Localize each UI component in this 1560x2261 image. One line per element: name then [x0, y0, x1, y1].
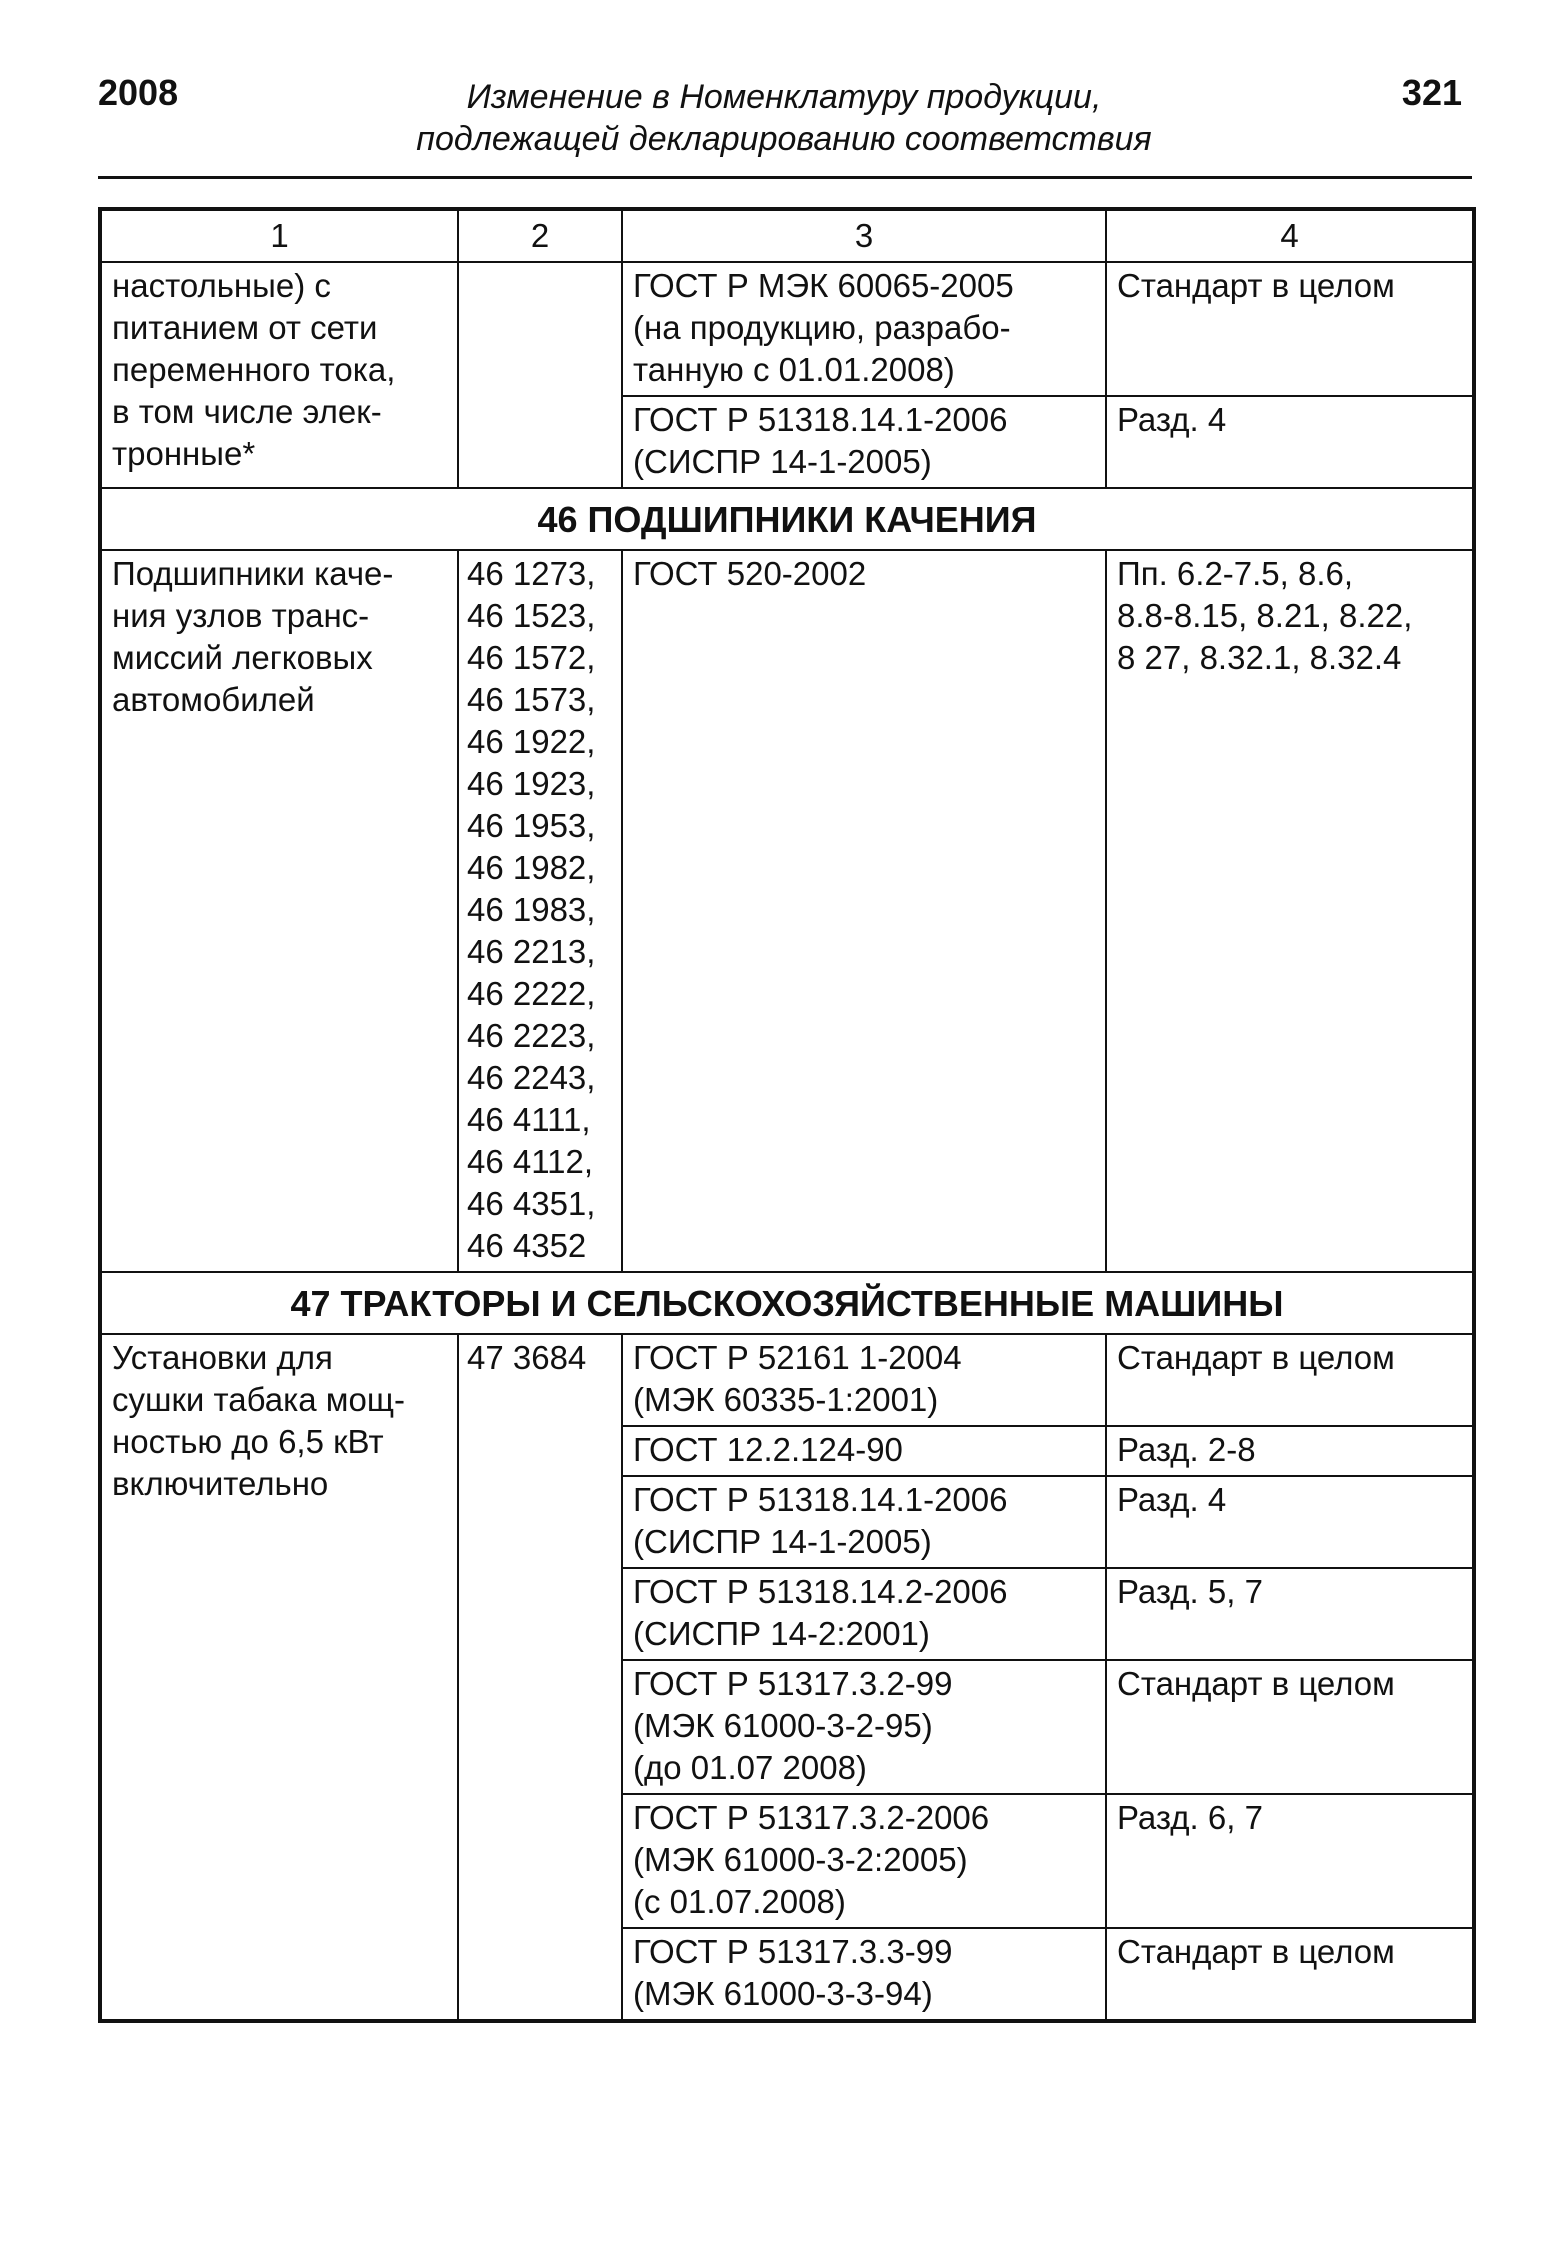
- code-line: 46 4352: [467, 1227, 587, 1264]
- clause-cell: Стандарт в целом: [1106, 1334, 1474, 1426]
- section-heading: 46 ПОДШИПНИКИ КАЧЕНИЯ: [100, 488, 1474, 550]
- standard-line: ГОСТ Р МЭК 60065-2005: [633, 267, 1014, 304]
- product-line: Подшипники каче-: [112, 555, 394, 592]
- product-cell: [100, 1334, 458, 2021]
- clause-line: 8.8-8.15, 8.21, 8.22,: [1117, 597, 1413, 634]
- standard-line: ГОСТ Р 51318.14.2-2006: [633, 1573, 1008, 1610]
- standard-line: (МЭК 61000-3-2:2005): [633, 1841, 968, 1878]
- product-line: ностью до 6,5 кВт: [112, 1423, 384, 1460]
- code-line: 46 2223,: [467, 1017, 596, 1054]
- standard-line: (МЭК 61000-3-2-95): [633, 1707, 933, 1744]
- page-header: [98, 70, 1470, 178]
- clause-cell: Разд. 4: [1106, 1476, 1474, 1568]
- standard-cell: [622, 396, 1106, 488]
- nomenclature-table: [98, 207, 1476, 2023]
- standard-line: (МЭК 60335-1:2001): [633, 1381, 939, 1418]
- page-number: 321: [1401, 72, 1462, 113]
- code-cell: 47 3684: [458, 1334, 622, 2021]
- standard-line: ГОСТ Р 51317.3.2-2006: [633, 1799, 990, 1836]
- standard-line: ГОСТ Р 51318.14.1-2006: [633, 1481, 1008, 1518]
- code-line: 46 1982,: [467, 849, 596, 886]
- standard-cell: [622, 262, 1106, 396]
- product-line: Установки для: [112, 1339, 333, 1376]
- standard-cell: [622, 1794, 1106, 1928]
- column-number: 1: [100, 209, 458, 262]
- table-row: [100, 262, 1474, 396]
- product-line: настольные) с: [112, 267, 331, 304]
- code-line: 46 2222,: [467, 975, 596, 1012]
- clause-cell: [1106, 550, 1474, 1272]
- product-line: миссий легковых: [112, 639, 373, 676]
- standard-cell: [622, 1426, 1106, 1476]
- standard-line: (МЭК 61000-3-3-94): [633, 1975, 933, 2012]
- column-number-row: [100, 209, 1474, 262]
- header-title-line: подлежащей декларированию соответствия: [416, 120, 1152, 158]
- table-row: [100, 550, 1474, 1272]
- standard-cell: [622, 1476, 1106, 1568]
- product-line: включительно: [112, 1465, 329, 1502]
- product-line: тронные*: [112, 435, 256, 472]
- code-cell: [458, 550, 622, 1272]
- product-line: сушки табака мощ-: [112, 1381, 405, 1418]
- table-row: [100, 1334, 1474, 1426]
- column-number: 3: [622, 209, 1106, 262]
- clause-cell: Разд. 5, 7: [1106, 1568, 1474, 1660]
- standard-line: (СИСПР 14-1-2005): [633, 1523, 932, 1560]
- clause-cell: Стандарт в целом: [1106, 1928, 1474, 2021]
- standard-cell: [622, 1928, 1106, 2021]
- standard-line: танную с 01.01.2008): [633, 351, 955, 388]
- code-line: 46 1923,: [467, 765, 596, 802]
- code-line: 46 1523,: [467, 597, 596, 634]
- clause-cell: Разд. 4: [1106, 396, 1474, 488]
- standard-line: ГОСТ Р 51317.3.2-99: [633, 1665, 953, 1702]
- clause-cell: Стандарт в целом: [1106, 262, 1474, 396]
- clause-cell: Стандарт в целом: [1106, 1660, 1474, 1794]
- product-line: в том числе элек-: [112, 393, 382, 430]
- clause-cell: Разд. 2-8: [1106, 1426, 1474, 1476]
- standard-line: (СИСПР 14-2:2001): [633, 1615, 930, 1652]
- section-row: [100, 1272, 1474, 1334]
- code-line: 46 1922,: [467, 723, 596, 760]
- header-divider: [98, 176, 1472, 179]
- code-line: 46 4112,: [467, 1143, 594, 1180]
- clause-line: 8 27, 8.32.1, 8.32.4: [1117, 639, 1402, 676]
- clause-line: Пп. 6.2-7.5, 8.6,: [1117, 555, 1354, 592]
- code-line: 46 1273,: [467, 555, 596, 592]
- product-cell: [100, 550, 458, 1272]
- column-number: 2: [458, 209, 622, 262]
- code-line: 46 1573,: [467, 681, 596, 718]
- standard-line: (СИСПР 14-1-2005): [633, 443, 932, 480]
- standard-line: ГОСТ 520-2002: [633, 555, 867, 592]
- code-line: 46 2213,: [467, 933, 596, 970]
- column-number: 4: [1106, 209, 1474, 262]
- standard-line: ГОСТ Р 52161 1-2004: [633, 1339, 962, 1376]
- header-title: [98, 76, 1470, 160]
- standard-line: ГОСТ Р 51318.14.1-2006: [633, 401, 1008, 438]
- standard-line: ГОСТ 12.2.124-90: [633, 1431, 903, 1468]
- standard-cell: [622, 1568, 1106, 1660]
- standard-cell: [622, 1334, 1106, 1426]
- standard-cell: [622, 1660, 1106, 1794]
- product-line: ния узлов транс-: [112, 597, 370, 634]
- product-line: питанием от сети: [112, 309, 378, 346]
- section-heading: 47 ТРАКТОРЫ И СЕЛЬСКОХОЗЯЙСТВЕННЫЕ МАШИНЫ: [100, 1272, 1474, 1334]
- code-line: 46 1953,: [467, 807, 596, 844]
- standard-line: (на продукцию, разрабо-: [633, 309, 1011, 346]
- code-line: 46 4111,: [467, 1101, 591, 1138]
- code-cell: [458, 262, 622, 488]
- standard-line: (до 01.07 2008): [633, 1749, 867, 1786]
- code-line: 46 1572,: [467, 639, 596, 676]
- product-line: автомобилей: [112, 681, 315, 718]
- standard-line: (с 01.07.2008): [633, 1883, 846, 1920]
- code-line: 46 2243,: [467, 1059, 596, 1096]
- standard-line: ГОСТ Р 51317.3.3-99: [633, 1933, 953, 1970]
- product-cell: [100, 262, 458, 488]
- product-line: переменного тока,: [112, 351, 396, 388]
- standard-cell: [622, 550, 1106, 1272]
- code-line: 46 1983,: [467, 891, 596, 928]
- section-row: [100, 488, 1474, 550]
- header-title-line: Изменение в Номенклатуру продукции,: [466, 78, 1102, 116]
- header-year: 2008: [98, 72, 179, 113]
- clause-cell: Разд. 6, 7: [1106, 1794, 1474, 1928]
- code-line: 46 4351,: [467, 1185, 596, 1222]
